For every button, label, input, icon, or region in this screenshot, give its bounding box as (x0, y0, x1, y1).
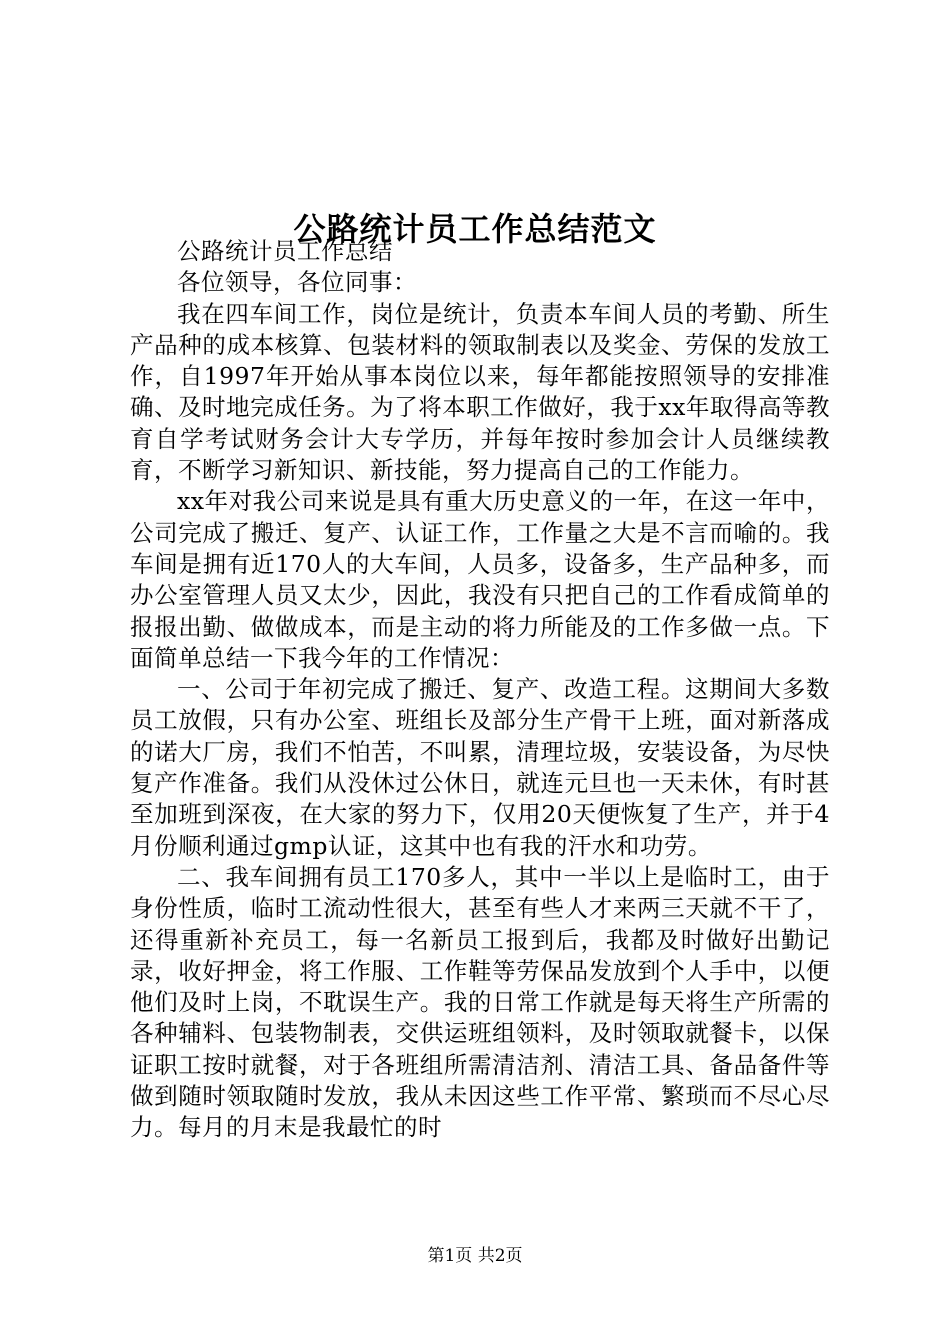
document-title: 公路统计员工作总结范文 (293, 210, 657, 249)
paragraph-subtitle: 公路统计员工作总结 (177, 237, 393, 265)
paragraph-intro: 我在四车间工作，岗位是统计，负责本车间人员的考勤、所生产品种的成本核算、包装材料的领取制表以及奖金、劳保的发放工作，自1997年开始从事本岗位以来，每年都能按照领导的安排准确、及时地完成任务。为了将本职工作做好，我于xx年取得高等教育自学考试财务会计大专学历，并每年按时参加会计人员继续教育，不断学习新知识、新技能，努力提高自己的工作能力。 (130, 299, 830, 485)
paragraph-year-overview: xx年对我公司来说是具有重大历史意义的一年，在这一年中，公司完成了搬迁、复产、认证工作，工作量之大是不言而喻的。我车间是拥有近170人的大车间，人员多，设备多，生产品种多，而办公室管理人员又太少，因此，我没有只把自己的工作看成简单的报报出勤、做做成本，而是主动的将力所能及的工作多做一点。下面简单总结一下我今年的工作情况： (130, 487, 830, 672)
document-body (130, 236, 830, 1144)
paragraph-section-two: 二、我车间拥有员工170多人，其中一半以上是临时工，由于身份性质，临时工流动性很大，甚至有些人才来两三天就不干了，还得重新补充员工，每一名新员工报到后，我都及时做好出勤记录，收好押金，将工作服、工作鞋等劳保品发放到个人手中，以便他们及时上岗，不耽误生产。我的日常工作就是每天将生产所需的各种辅料、包装物制表，交供运班组领料，及时领取就餐卡，以保证职工按时就餐，对于各班组所需清洁剂、清洁工具、备品备件等做到随时领取随时发放，我从未因这些工作平常、繁琐而不尽心尽力。每月的月末是我最忙的时 (130, 862, 830, 1142)
paragraph-section-one: 一、公司于年初完成了搬迁、复产、改造工程。这期间大多数员工放假，只有办公室、班组长及部分生产骨干上班，面对新落成的诺大厂房，我们不怕苦，不叫累，清理垃圾，安装设备，为尽快复产作准备。我们从没休过公休日，就连元旦也一天未休，有时甚至加班到深夜，在大家的努力下，仅用20天便恢复了生产，并于4月份顺利通过gmp认证，这其中也有我的汗水和功劳。 (130, 675, 830, 860)
page-footer: 第1页 共2页 (427, 1246, 523, 1266)
paragraph-greeting: 各位领导，各位同事： (177, 268, 417, 297)
